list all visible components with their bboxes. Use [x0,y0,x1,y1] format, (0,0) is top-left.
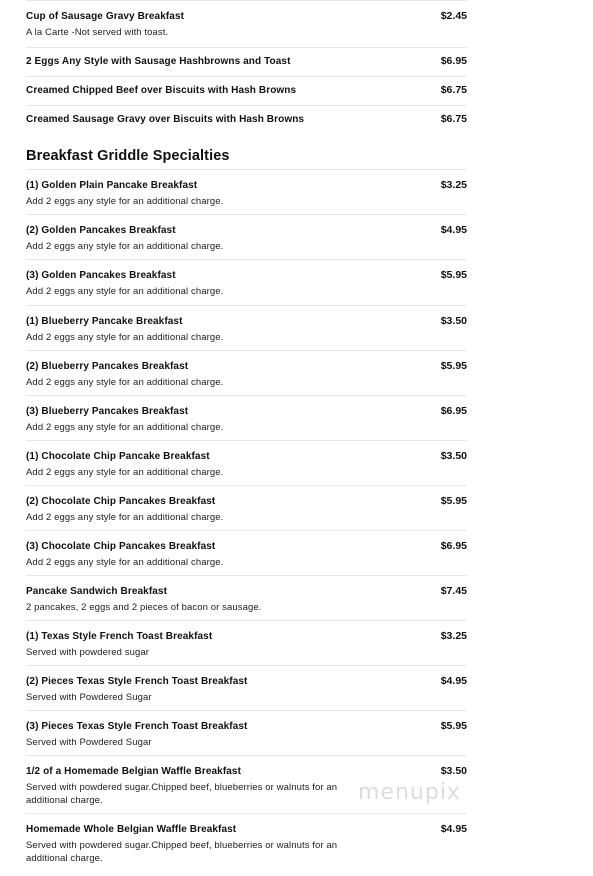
item-price: $4.95 [440,675,467,687]
item-name: Pancake Sandwich Breakfast [26,586,167,597]
menu-item[interactable] [26,620,467,665]
item-name: (3) Pieces Texas Style French Toast Breakfast [26,721,248,732]
item-name: 1/2 of a Homemade Belgian Waffle Breakfast [26,766,242,777]
item-name: Creamed Chipped Beef over Biscuits with Hash Browns [26,85,297,96]
menu-item[interactable] [26,105,467,134]
item-description: Served with Powdered Sugar [26,692,152,703]
item-price: $3.25 [440,179,467,191]
menu-item[interactable] [26,440,467,485]
item-name: Homemade Whole Belgian Waffle Breakfast [26,824,237,835]
item-description: A la Carte -Not served with toast. [26,27,169,38]
item-price: $6.75 [440,84,467,96]
item-price: $6.95 [440,55,467,67]
item-price: $5.95 [440,720,467,732]
item-description: Add 2 eggs any style for an additional charge. [26,422,224,433]
item-description: Add 2 eggs any style for an additional charge. [26,512,224,523]
item-price: $4.95 [440,224,467,236]
item-price: $5.95 [440,495,467,507]
item-description: Add 2 eggs any style for an additional charge. [26,557,224,568]
item-price: $4.95 [440,823,467,835]
menupix-watermark: menupix [358,780,461,805]
item-price: $5.95 [440,269,467,281]
item-name: (2) Golden Pancakes Breakfast [26,225,176,236]
menu-item[interactable] [26,485,467,530]
menu-item[interactable] [26,350,467,395]
menu-item[interactable] [26,47,467,76]
menu-item[interactable] [26,0,467,47]
item-name: (1) Chocolate Chip Pancake Breakfast [26,451,210,462]
item-price: $3.50 [440,315,467,327]
item-description: Add 2 eggs any style for an additional charge. [26,286,224,297]
item-name: (2) Blueberry Pancakes Breakfast [26,361,189,372]
item-description: 2 pancakes, 2 eggs and 2 pieces of bacon or sausage. [26,602,262,613]
menu-item[interactable] [26,530,467,575]
item-name: (3) Golden Pancakes Breakfast [26,270,176,281]
item-name: (1) Texas Style French Toast Breakfast [26,631,213,642]
item-description: Add 2 eggs any style for an additional charge. [26,241,224,252]
item-description: Served with Powdered Sugar [26,737,152,748]
item-name: (2) Pieces Texas Style French Toast Breakfast [26,676,248,687]
item-price: $3.25 [440,630,467,642]
item-name: (2) Chocolate Chip Pancakes Breakfast [26,496,216,507]
item-price: $3.50 [440,450,467,462]
item-price: $5.95 [440,360,467,372]
item-price: $3.50 [440,765,467,777]
item-name: Cup of Sausage Gravy Breakfast [26,11,185,22]
menu-item[interactable] [26,395,467,440]
menu-item[interactable] [26,214,467,259]
item-description: Served with powdered sugar [26,647,150,658]
item-price: $6.95 [440,540,467,552]
item-price: $2.45 [440,10,467,22]
item-price: $7.45 [440,585,467,597]
menu-item[interactable] [26,813,467,871]
item-name: (1) Golden Plain Pancake Breakfast [26,180,198,191]
item-description: Add 2 eggs any style for an additional charge. [26,332,224,343]
section-title: Breakfast Griddle Specialties [26,148,230,164]
menu-item[interactable] [26,169,467,214]
item-price: $6.75 [440,113,467,125]
item-name: 2 Eggs Any Style with Sausage Hashbrowns and Toast [26,56,291,67]
item-description: Add 2 eggs any style for an additional charge. [26,467,224,478]
menu-item[interactable] [26,665,467,710]
item-description: Add 2 eggs any style for an additional charge. [26,377,224,388]
item-name: (3) Blueberry Pancakes Breakfast [26,406,189,417]
item-name: Creamed Sausage Gravy over Biscuits with Hash Browns [26,114,305,125]
menu-item[interactable] [26,305,467,350]
item-description: Served with powdered sugar.Chipped beef, blueberries or walnuts for an additional charge. [26,840,338,864]
item-description: Add 2 eggs any style for an additional charge. [26,196,224,207]
item-price: $6.95 [440,405,467,417]
menu-item[interactable] [26,575,467,620]
menu-item[interactable] [26,710,467,755]
menu-item[interactable] [26,76,467,105]
item-name: (1) Blueberry Pancake Breakfast [26,316,183,327]
menu-item[interactable] [26,259,467,305]
item-description: Served with powdered sugar.Chipped beef, blueberries or walnuts for an additional charge. [26,782,338,806]
item-name: (3) Chocolate Chip Pancakes Breakfast [26,541,216,552]
